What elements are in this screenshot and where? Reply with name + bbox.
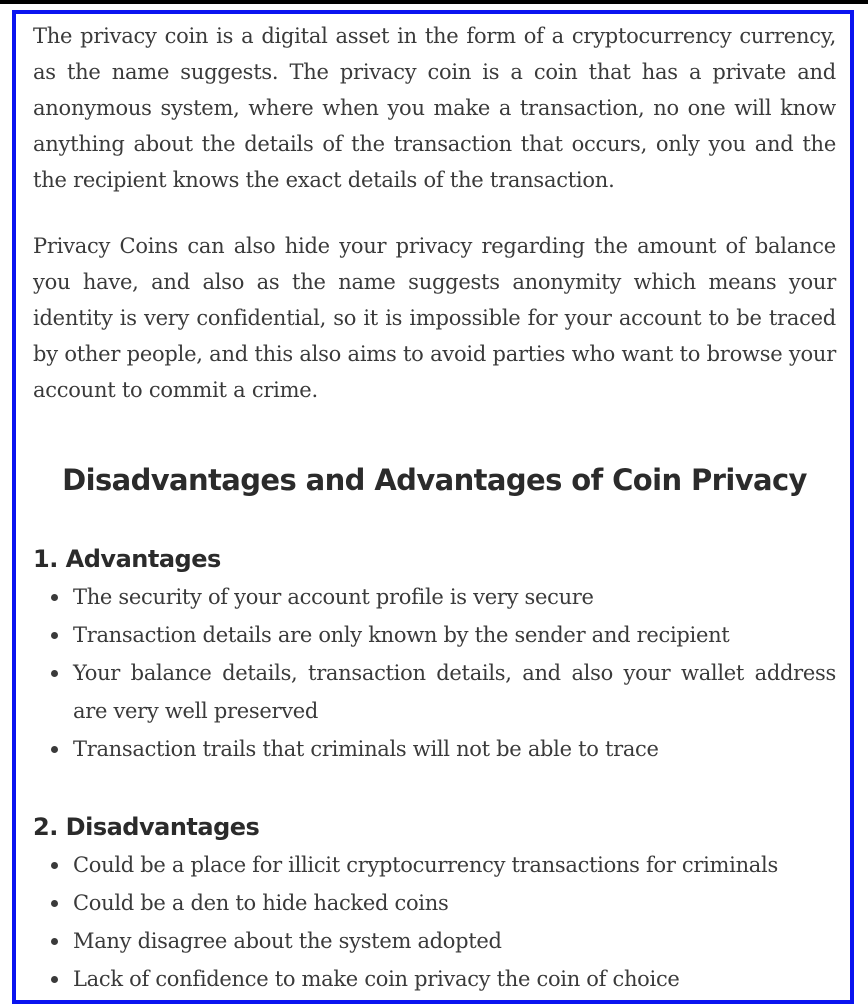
list-item-text: Many disagree about the system adopted <box>73 929 502 953</box>
advantages-heading: 1. Advantages <box>33 545 221 573</box>
list-item <box>73 654 836 730</box>
list-item <box>73 846 836 884</box>
top-edge-bar <box>0 0 868 4</box>
list-item-text: Transaction details are only known by the sender and recipient <box>73 623 730 647</box>
bullet-icon <box>51 746 58 753</box>
article-content <box>33 18 836 998</box>
bullet-icon <box>51 938 58 945</box>
disadvantages-heading: 2. Disadvantages <box>33 813 260 841</box>
intro-paragraph: The privacy coin is a digital asset in the form of a cryptocurrency currency, as the name suggests. The privacy coin is a coin that has a private and anonymous system, where when you make a transaction, no one will know anything about the details of the transaction that occurs, only you and the the recipient knows the exact details of the transaction. <box>33 24 836 192</box>
bullet-icon <box>51 900 58 907</box>
bullet-icon <box>51 594 58 601</box>
list-item-text: The security of your account profile is very secure <box>73 585 594 609</box>
list-item-text: Transaction trails that criminals will not be able to trace <box>73 737 659 761</box>
list-item <box>73 960 836 998</box>
list-item <box>73 730 836 768</box>
list-item-text: Lack of confidence to make coin privacy the coin of choice <box>73 967 680 991</box>
article-frame <box>12 10 854 1004</box>
advantages-list <box>33 578 836 768</box>
disadvantages-list <box>33 846 836 998</box>
bullet-icon <box>51 632 58 639</box>
bullet-icon <box>51 976 58 983</box>
privacy-paragraph: Privacy Coins can also hide your privacy regarding the amount of balance you have, and also as the name suggests anonymity which means your identity is very confidential, so it is impossible for your account to be traced by other people, and this also aims to avoid parties who want to browse your account to commit a crime. <box>33 234 836 402</box>
list-item <box>73 884 836 922</box>
list-item <box>73 616 836 654</box>
bullet-icon <box>51 862 58 869</box>
list-item <box>73 578 836 616</box>
list-item-text: Your balance details, transaction details, and also your wallet address are very well preserved <box>73 661 836 723</box>
list-item-text: Could be a place for illicit cryptocurrency transactions for criminals <box>73 853 778 877</box>
bullet-icon <box>51 670 58 677</box>
list-item <box>73 922 836 960</box>
section-heading: Disadvantages and Advantages of Coin Privacy <box>62 463 807 497</box>
list-item-text: Could be a den to hide hacked coins <box>73 891 449 915</box>
